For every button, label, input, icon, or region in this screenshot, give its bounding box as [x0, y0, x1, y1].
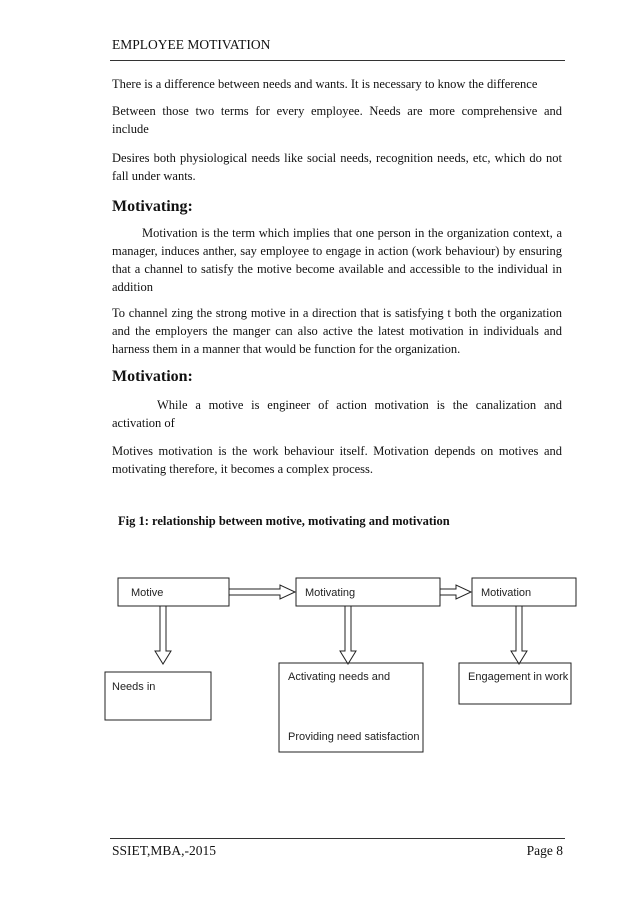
arrow-down-3 — [511, 606, 527, 664]
engagement-box — [459, 663, 571, 704]
page-header: EMPLOYEE MOTIVATION — [112, 37, 271, 52]
paragraph-7: Motives motivation is the work behaviour itself. Motivation depends on motives and motivating therefore, it becomes a complex process. — [112, 444, 562, 476]
paragraph-6: While a motive is engineer of action motivation is the canalization and activation of — [112, 398, 562, 430]
figure-caption: Fig 1: relationship between motive, motivating and motivation — [118, 514, 450, 528]
activating-label-line1: Activating needs and — [288, 671, 391, 683]
paragraph-1: There is a difference between needs and wants. It is necessary to know the difference — [112, 77, 538, 91]
needs-label: Needs in — [112, 681, 156, 693]
motive-label: Motive — [131, 587, 164, 599]
heading-motivation: Motivation: — [112, 368, 193, 385]
footer-rule — [110, 838, 565, 839]
arrow-down-1 — [155, 606, 171, 664]
arrow-down-2 — [340, 606, 356, 664]
paragraph-5: To channel zing the strong motive in a direction that is satisfying t both the organization and the employers the manger can also active the latest motivation in individuals and harness them in a manner that would be function for the organization. — [112, 306, 562, 356]
motivation-label: Motivation — [481, 587, 532, 599]
motivating-label: Motivating — [305, 587, 356, 599]
footer-left: SSIET,MBA,-2015 — [112, 843, 217, 858]
arrow-right-1 — [229, 585, 295, 599]
heading-motivating: Motivating: — [112, 198, 193, 215]
page-number: Page 8 — [526, 843, 563, 858]
arrow-right-2 — [440, 585, 471, 599]
paragraph-3: Desires both physiological needs like social needs, recognition needs, etc, which do not fall under wants. — [112, 151, 562, 183]
activating-label-line2: Providing need satisfaction — [288, 731, 420, 743]
paragraph-4: Motivation is the term which implies that one person in the organization context, a manager, induces anther, say employee to engage in action (work behaviour) by ensuring that a channel to satisfy the motive become available and accessible to the individual in addition — [112, 226, 562, 294]
engagement-label: Engagement in work — [468, 671, 569, 683]
paragraph-2: Between those two terms for every employee. Needs are more comprehensive and include — [112, 104, 562, 136]
needs-box — [105, 672, 211, 720]
